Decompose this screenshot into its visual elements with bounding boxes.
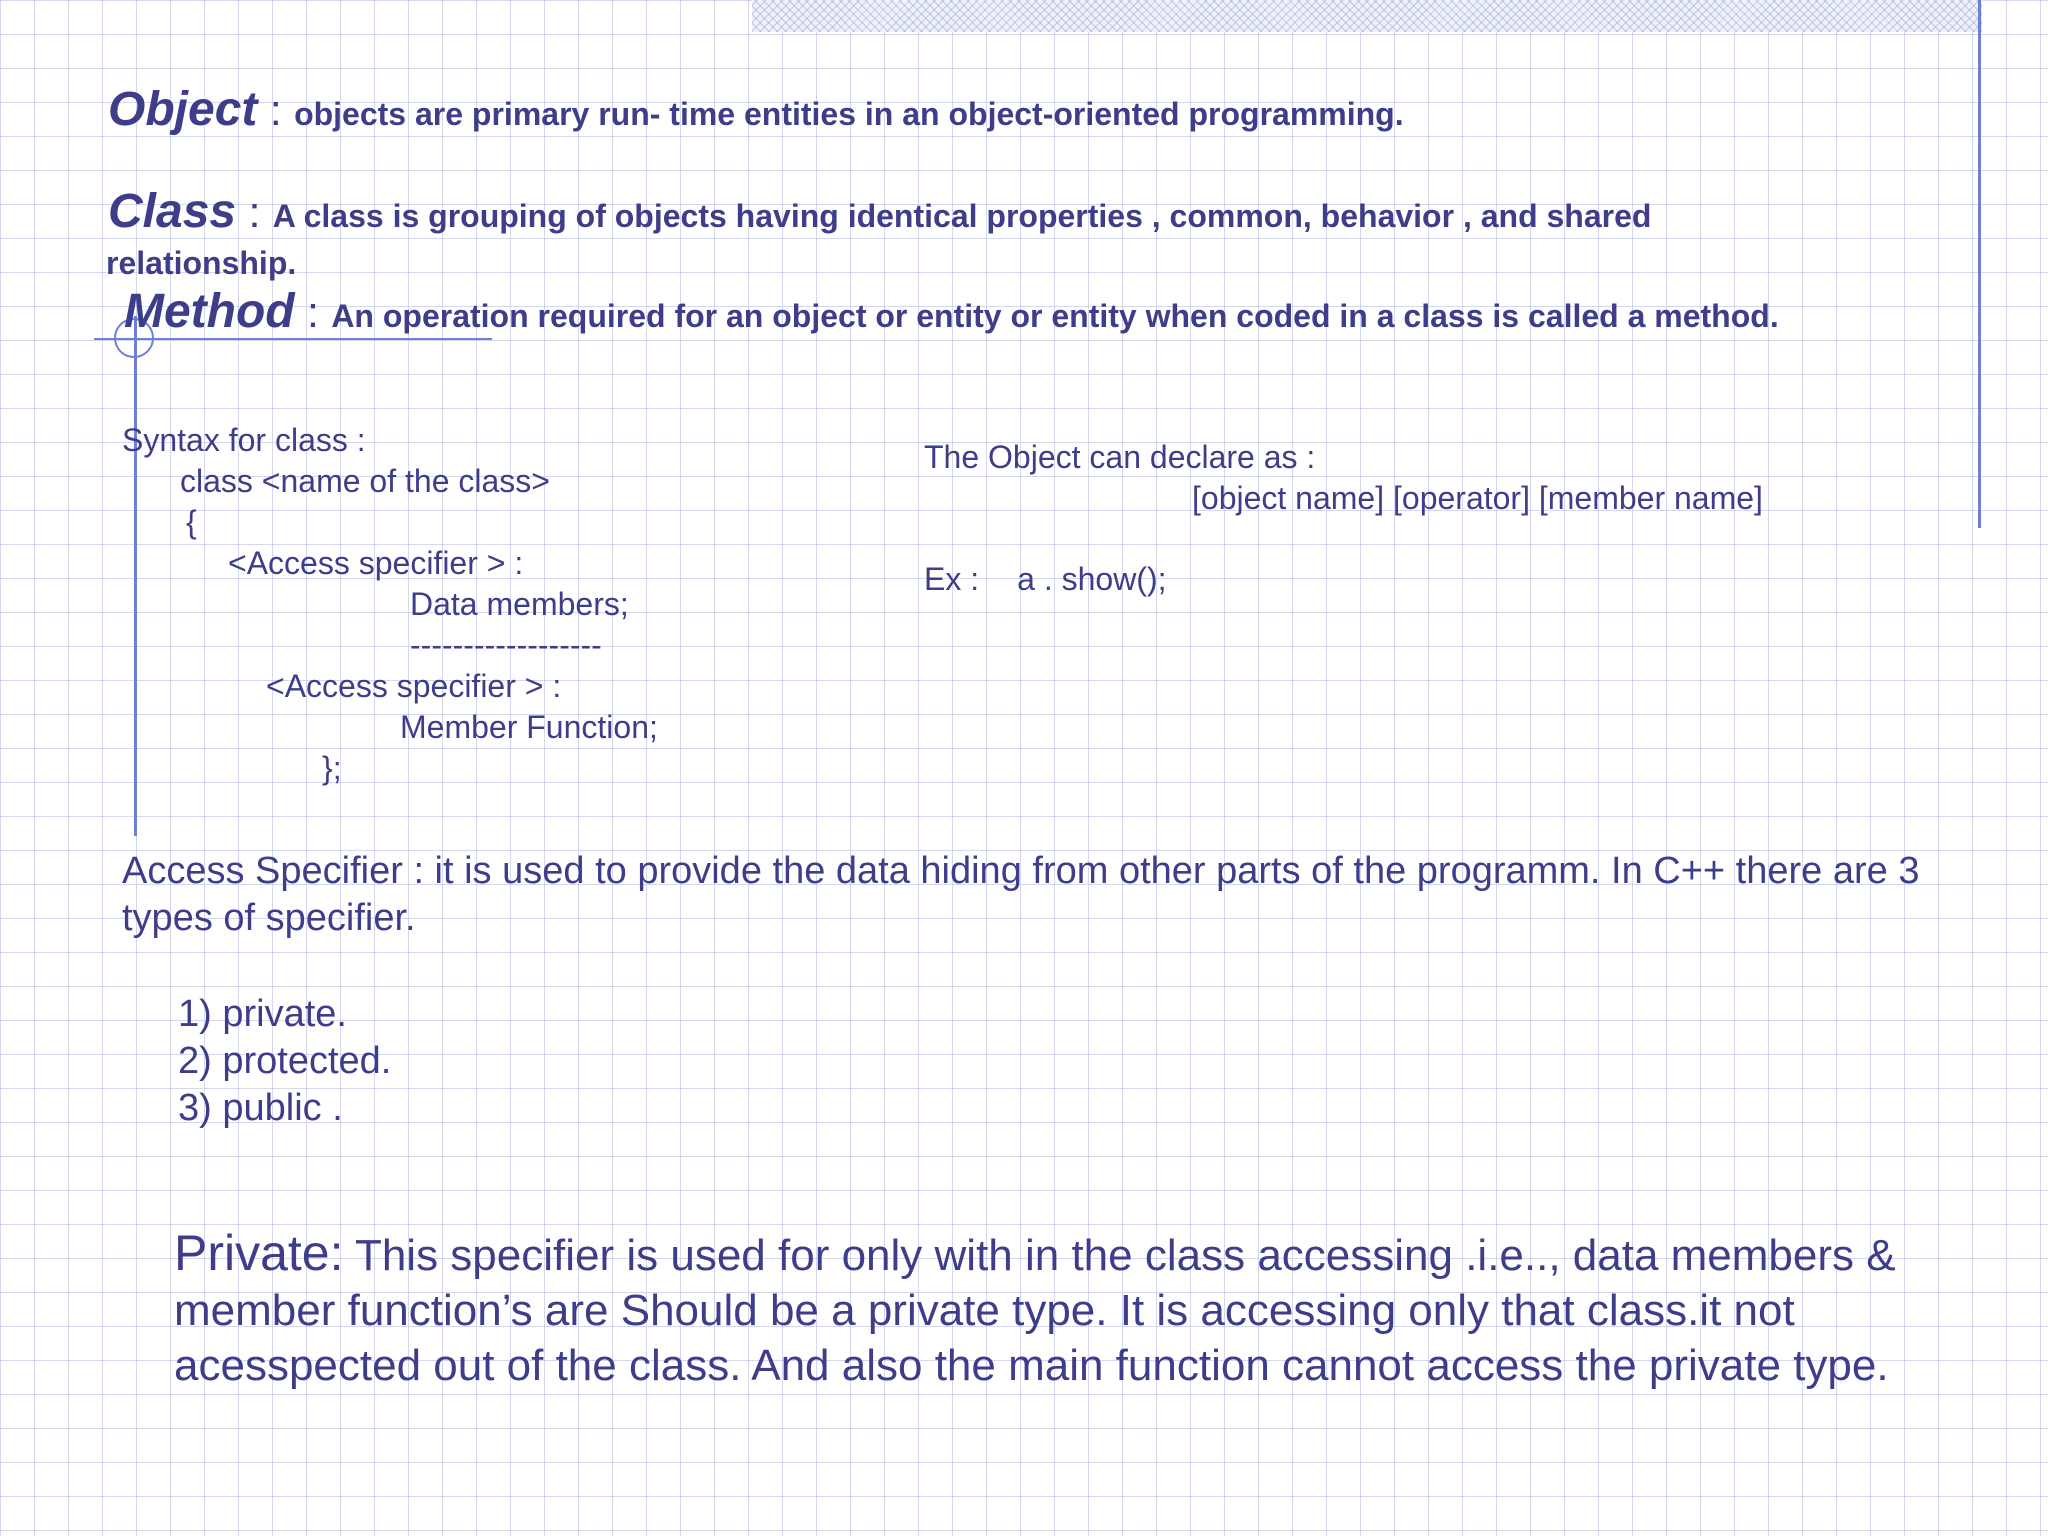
method-term: Method: [124, 285, 295, 338]
object-term: Object: [108, 83, 258, 136]
object-sep: :: [257, 86, 295, 135]
left-vertical-rule: [134, 316, 137, 836]
private-text: This specifier is used for only with in the class accessing .i.e.., data members & member function’s are Should be a private type. It is accessing only that class.it not acesspected out of the class. And also the main function cannot access the private type.: [174, 1231, 1896, 1390]
syntax-line: Data members;: [410, 586, 629, 622]
object-text: objects are primary run- time entities in an object-oriented programming.: [294, 96, 1404, 132]
syntax-line: <Access specifier > :: [266, 668, 562, 704]
syntax-line: {: [186, 504, 197, 540]
class-sep: :: [236, 188, 273, 237]
object-decl-example: [924, 561, 1167, 598]
list-item: 3) public .: [178, 1087, 343, 1129]
syntax-line: Member Function;: [400, 709, 658, 745]
method-text: An operation required for an object or entity or entity when coded in a class is called a method.: [331, 298, 1779, 334]
syntax-line: class <name of the class>: [180, 463, 550, 499]
method-sep: :: [294, 288, 332, 337]
class-term: Class: [108, 185, 237, 238]
syntax-heading: Syntax for class :: [122, 422, 366, 458]
object-definition: [108, 82, 1404, 137]
top-decorative-band: [752, 0, 1982, 32]
syntax-line: <Access specifier > :: [228, 545, 524, 581]
class-definition: [108, 184, 1651, 239]
method-definition: [124, 284, 1779, 339]
private-term: Private:: [174, 1225, 344, 1281]
list-item: 1) private.: [178, 993, 347, 1035]
access-specifier-paragraph: Access Specifier : it is used to provide the data hiding from other parts of the programm. In C++ there are 3 types of specifier.: [122, 850, 1920, 939]
list-item: 2) protected.: [178, 1040, 392, 1082]
syntax-line: ------------------: [410, 627, 602, 663]
object-decl-format: [object name] [operator] [member name]: [1192, 480, 1763, 516]
example-code: a . show();: [1017, 561, 1167, 597]
class-text-continued: relationship.: [106, 245, 297, 281]
private-paragraph: [174, 1226, 1974, 1393]
example-label: Ex :: [924, 561, 980, 597]
right-vertical-rule: [1978, 0, 1981, 528]
object-decl-heading: The Object can declare as :: [924, 439, 1316, 475]
class-text: A class is grouping of objects having identical properties , common, behavior , and shared: [272, 198, 1652, 234]
syntax-line: };: [322, 750, 342, 786]
